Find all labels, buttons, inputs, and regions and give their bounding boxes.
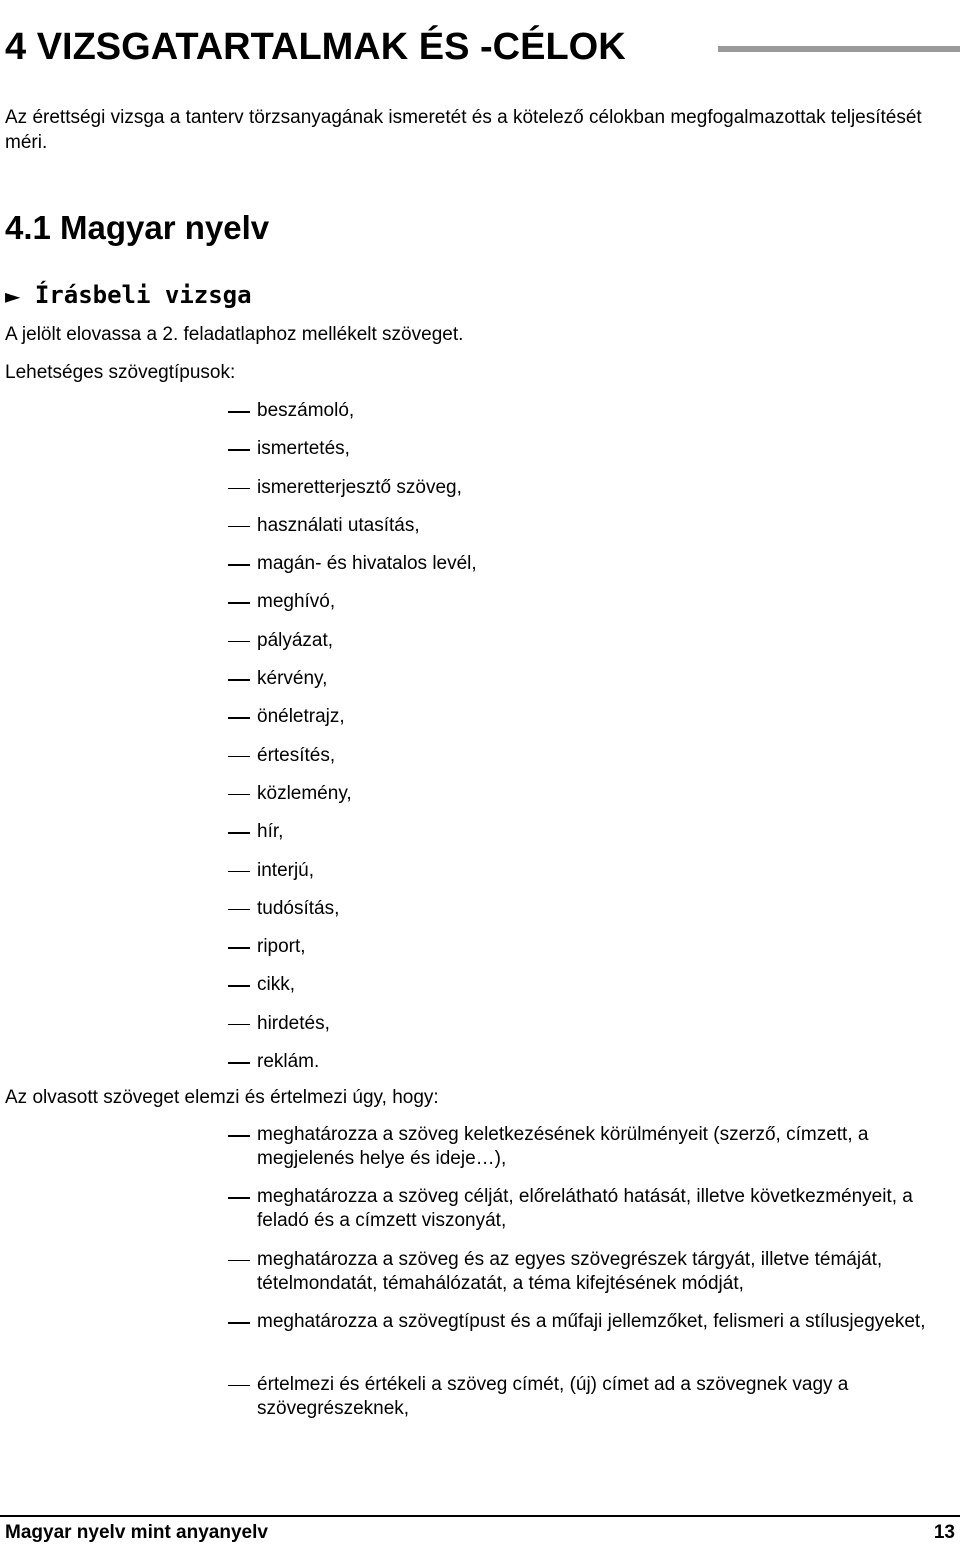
dash-bullet-icon bbox=[228, 641, 250, 643]
page-number: 13 bbox=[933, 1522, 955, 1543]
heading-rule bbox=[718, 46, 960, 52]
list-item: tudósítás, bbox=[0, 896, 477, 934]
footer-rule bbox=[0, 1515, 960, 1517]
dash-bullet-icon bbox=[228, 1062, 250, 1064]
instruction-text: A jelölt elovassa a 2. feladatlaphoz mellékelt szöveget. bbox=[5, 324, 464, 345]
list-item: meghatározza a szöveg és az egyes szövegrészek tárgyát, illetve témáját, tételmondatát, témahálózatát, a téma kifejtésének módját, bbox=[0, 1248, 960, 1310]
text-types-label: Lehetséges szövegtípusok: bbox=[5, 362, 236, 383]
list-item: interjú, bbox=[0, 858, 477, 896]
dash-bullet-icon bbox=[228, 756, 250, 758]
list-item: közlemény, bbox=[0, 781, 477, 819]
list-item: kérvény, bbox=[0, 666, 477, 704]
list-item: beszámoló, bbox=[0, 398, 477, 436]
triangle-right-icon: ► bbox=[5, 284, 21, 308]
list-item: ismeretterjesztő szöveg, bbox=[0, 475, 477, 513]
dash-bullet-icon bbox=[228, 1135, 250, 1137]
list-item: meghatározza a szövegtípust és a műfaji jellemzőket, felismeri a stílusjegyeket, bbox=[0, 1310, 960, 1372]
list-item: magán- és hivatalos levél, bbox=[0, 551, 477, 589]
list-item: pályázat, bbox=[0, 628, 477, 666]
dash-bullet-icon bbox=[228, 602, 250, 604]
intro-paragraph: Az érettségi vizsga a tanterv törzsanyagának ismeretét és a kötelező célokban megfogalmazottak teljesítését méri. bbox=[5, 107, 922, 153]
dash-bullet-icon bbox=[228, 871, 250, 873]
list-item: meghatározza a szöveg keletkezésének körülményeit (szerző, címzett, a megjelenés helye és ideje…), bbox=[0, 1123, 960, 1185]
dash-bullet-icon bbox=[228, 909, 250, 911]
list-item: riport, bbox=[0, 934, 477, 972]
dash-bullet-icon bbox=[228, 832, 250, 834]
list-item: meghívó, bbox=[0, 589, 477, 627]
dash-bullet-icon bbox=[228, 1322, 250, 1324]
dash-bullet-icon bbox=[228, 1197, 250, 1199]
list-item: cikk, bbox=[0, 972, 477, 1010]
list-item: meghatározza a szöveg célját, előrelátható hatását, illetve következményeit, a feladó és a címzett viszonyát, bbox=[0, 1185, 960, 1247]
dash-bullet-icon bbox=[228, 564, 250, 566]
dash-bullet-icon bbox=[228, 985, 250, 987]
list-item: használati utasítás, bbox=[0, 513, 477, 551]
list-item: hír, bbox=[0, 819, 477, 857]
dash-bullet-icon bbox=[228, 1024, 250, 1026]
dash-bullet-icon bbox=[228, 794, 250, 796]
dash-bullet-icon bbox=[228, 717, 250, 719]
list-item: önéletrajz, bbox=[0, 704, 477, 742]
dash-bullet-icon bbox=[228, 488, 250, 490]
dash-bullet-icon bbox=[228, 449, 250, 451]
list-item: értelmezi és értékeli a szöveg címét, (új) címet ad a szövegnek vagy a szövegrészeknek, bbox=[0, 1373, 960, 1435]
list-item: ismertetés, bbox=[0, 436, 477, 474]
dash-bullet-icon bbox=[228, 679, 250, 681]
dash-bullet-icon bbox=[228, 411, 250, 413]
main-heading: 4 VIZSGATARTALMAK ÉS -CÉLOK bbox=[5, 26, 626, 69]
dash-bullet-icon bbox=[228, 1260, 250, 1262]
text-types-list bbox=[0, 398, 477, 1087]
list-item: értesítés, bbox=[0, 743, 477, 781]
dash-bullet-icon bbox=[228, 526, 250, 528]
list-item: reklám. bbox=[0, 1049, 477, 1087]
dash-bullet-icon bbox=[228, 947, 250, 949]
list-item: hirdetés, bbox=[0, 1011, 477, 1049]
analysis-label: Az olvasott szöveget elemzi és értelmezi úgy, hogy: bbox=[5, 1087, 439, 1108]
subsection-title: Írásbeli vizsga bbox=[34, 281, 252, 309]
footer-title: Magyar nyelv mint anyanyelv bbox=[5, 1522, 268, 1543]
dash-bullet-icon bbox=[228, 1385, 250, 1387]
section-heading: 4.1 Magyar nyelv bbox=[5, 209, 270, 246]
analysis-list bbox=[0, 1123, 960, 1435]
subsection-heading bbox=[5, 280, 252, 311]
